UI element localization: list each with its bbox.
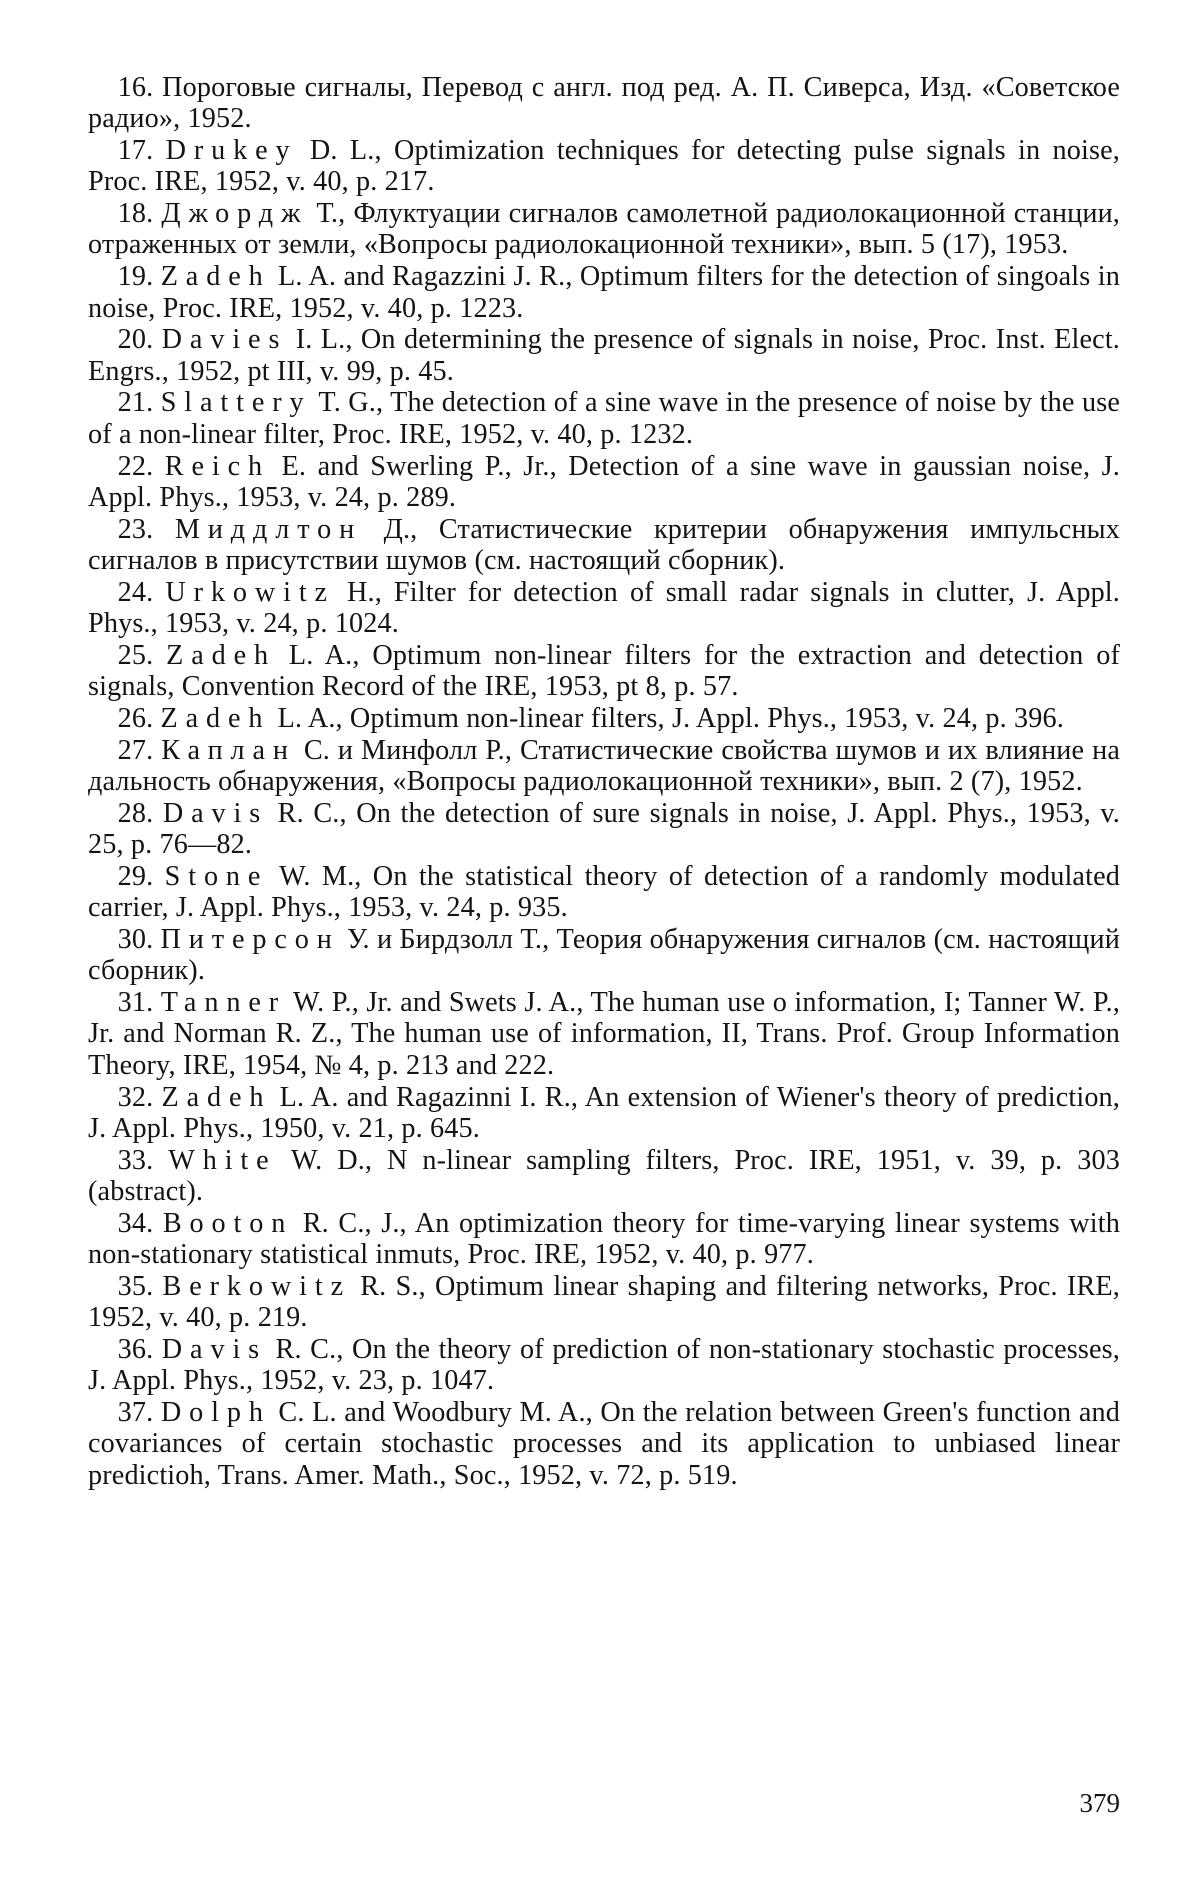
reference-text: T. G., The detection of a sine wave in the presence of noise by the use of a non-linear filter, Proc. IRE, 1952, v. 40, p. 1232.	[88, 387, 1121, 450]
reference-number: 22.	[117, 450, 154, 482]
reference-author: Stone	[164, 860, 269, 892]
reference-number: 33.	[117, 1144, 154, 1176]
reference-number: 26.	[117, 702, 154, 734]
reference-number: 24.	[117, 576, 154, 608]
reference-author: Джордж	[161, 198, 309, 230]
reference-author: Zadeh	[160, 702, 271, 734]
reference-author: Tanner	[160, 987, 287, 1019]
reference-number: 27.	[117, 734, 154, 766]
reference-number: 23.	[117, 513, 154, 545]
reference-author: Davies	[161, 324, 288, 356]
reference-item	[88, 387, 1120, 450]
reference-item	[88, 924, 1120, 987]
reference-author: Booton	[162, 1207, 294, 1239]
reference-number: 29.	[117, 860, 154, 892]
reference-text: W. M., On the statistical theory of detection of a randomly modulated carrier, J. Appl. Phys., 1953, v. 24, p. 935.	[88, 860, 1120, 924]
reference-item	[88, 135, 1120, 198]
reference-text: У. и Бирдзолл Т., Теория обнаружения сигналов (см. настоящий сборник).	[88, 924, 1121, 987]
reference-author: Zadeh	[160, 261, 271, 293]
reference-item	[88, 324, 1120, 387]
reference-text: С. и Минфолл Р., Статистические свойства шумов и их влияние на дальность обнаружения, «Вопросы радиолокационной техники», вып. 2 (7), 1952.	[88, 734, 1121, 798]
reference-number: 16.	[117, 72, 154, 103]
reference-text: R. C., On the detection of sure signals in noise, J. Appl. Phys., 1953, v. 25, p. 76—82.	[88, 797, 1120, 861]
reference-author: Каплан	[161, 734, 296, 766]
reference-text: W. P., Jr. and Swets J. A., The human use o information, I; Tanner W. P., Jr. and Norman R. Z., The human use of information, II, Trans. Prof. Group Information Theory, IRE, 1954, № 4, p. 213 and 222.	[88, 987, 1120, 1081]
reference-author: Dolph	[160, 1396, 271, 1428]
reference-item	[88, 1334, 1120, 1397]
reference-text: Пороговые сигналы, Перевод с англ. под ред. А. П. Сиверса, Изд. «Советское радио», 1952.	[88, 72, 1120, 135]
reference-text: Д., Статистические критерии обнаружения импульсных сигналов в присутствии шумов (см. настоящий сборник).	[88, 513, 1121, 576]
reference-author: Davis	[161, 1333, 268, 1365]
reference-item	[88, 451, 1120, 514]
reference-author: Миддлтон	[174, 513, 363, 545]
reference-text: C. L. and Woodbury M. A., On the relation between Green's function and covariances of certain stochastic processes and its application to unbiased linear predictioh, Trans. Amer. Math., Soc., 1952, v. 72, p. 519.	[88, 1396, 1120, 1491]
reference-text: L. A., Optimum non-linear filters for the extraction and detection of signals, Convention Record of the IRE, 1953, pt 8, p. 57.	[88, 639, 1121, 703]
reference-number: 30.	[117, 924, 154, 956]
reference-item	[88, 735, 1120, 798]
reference-item	[88, 861, 1120, 924]
reference-item	[88, 198, 1120, 261]
reference-item	[88, 798, 1120, 861]
reference-number: 32.	[117, 1081, 154, 1113]
reference-number: 36.	[117, 1333, 154, 1365]
reference-text: R. S., Optimum linear shaping and filtering networks, Proc. IRE, 1952, v. 40, p. 219.	[88, 1270, 1120, 1334]
reference-item	[88, 987, 1120, 1081]
reference-item	[88, 1208, 1120, 1271]
reference-text: L. A. and Ragazinni I. R., An extension of Wiener's theory of prediction, J. Appl. Phys., 1950, v. 21, p. 645.	[88, 1081, 1120, 1144]
reference-author: Drukey	[165, 135, 298, 167]
reference-item	[88, 703, 1120, 734]
reference-text: E. and Swerling P., Jr., Detection of a sine wave in gaussian noise, J. Appl. Phys., 1953, v. 24, p. 289.	[88, 450, 1120, 513]
reference-text: H., Filter for detection of small radar signals in clutter, J. Appl. Phys., 1953, v. 24, p. 1024.	[88, 576, 1120, 640]
reference-number: 25.	[117, 639, 154, 671]
page-number: 379	[1079, 1788, 1120, 1818]
reference-author: Berkowitz	[162, 1270, 351, 1302]
reference-number: 28.	[117, 797, 154, 829]
reference-text: Т., Флуктуации сигналов самолетной радиолокационной станции, отраженных от земли, «Вопросы радиолокационной техники», вып. 5 (17), 1953.	[88, 198, 1120, 261]
reference-item	[88, 640, 1120, 703]
reference-item	[88, 1271, 1120, 1334]
reference-text: D. L., Optimization techniques for detecting pulse signals in noise, Proc. IRE, 1952, v. 40, p. 217.	[88, 135, 1121, 198]
reference-text: R. C., On the theory of prediction of non-stationary stochastic processes, J. Appl. Phys., 1952, v. 23, p. 1047.	[88, 1333, 1120, 1397]
reference-item	[88, 72, 1120, 135]
reference-author: Davis	[162, 797, 269, 829]
reference-author: Zadeh	[161, 1081, 272, 1113]
reference-item	[88, 1145, 1120, 1208]
reference-author: Slattery	[160, 387, 312, 419]
reference-number: 20.	[117, 324, 154, 356]
reference-text: R. C., J., An optimization theory for time-varying linear systems with non-stationary statistical inmuts, Proc. IRE, 1952, v. 40, p. 977.	[88, 1207, 1120, 1270]
reference-item	[88, 261, 1120, 324]
reference-author: Urkowitz	[165, 576, 335, 608]
reference-text: W. D., N n-linear sampling filters, Proc. IRE, 1951, v. 39, p. 303 (abstract).	[88, 1144, 1120, 1207]
reference-text: L. A., Optimum non-linear filters, J. Appl. Phys., 1953, v. 24, p. 396.	[270, 702, 1064, 734]
reference-text: L. A. and Ragazzini J. R., Optimum filters for the detection of singoals in noise, Proc. IRE, 1952, v. 40, p. 1223.	[88, 261, 1120, 324]
reference-number: 35.	[117, 1270, 154, 1302]
reference-author: Zadeh	[166, 639, 277, 671]
reference-item	[88, 577, 1120, 640]
reference-number: 31.	[117, 987, 154, 1019]
reference-author: Reich	[164, 450, 271, 482]
reference-number: 34.	[117, 1207, 154, 1239]
reference-author: Питерсон	[160, 924, 340, 956]
reference-author: White	[168, 1144, 277, 1176]
reference-number: 17.	[117, 135, 154, 167]
reference-item	[88, 514, 1120, 577]
reference-number: 21.	[117, 387, 154, 419]
reference-number: 37.	[117, 1396, 154, 1428]
reference-number: 19.	[117, 261, 154, 293]
reference-number: 18.	[117, 198, 154, 230]
reference-item	[88, 1397, 1120, 1491]
reference-item	[88, 1082, 1120, 1145]
reference-text: I. L., On determining the presence of signals in noise, Proc. Inst. Elect. Engrs., 1952, pt III, v. 99, p. 45.	[88, 324, 1121, 387]
reference-list	[88, 72, 1120, 1491]
